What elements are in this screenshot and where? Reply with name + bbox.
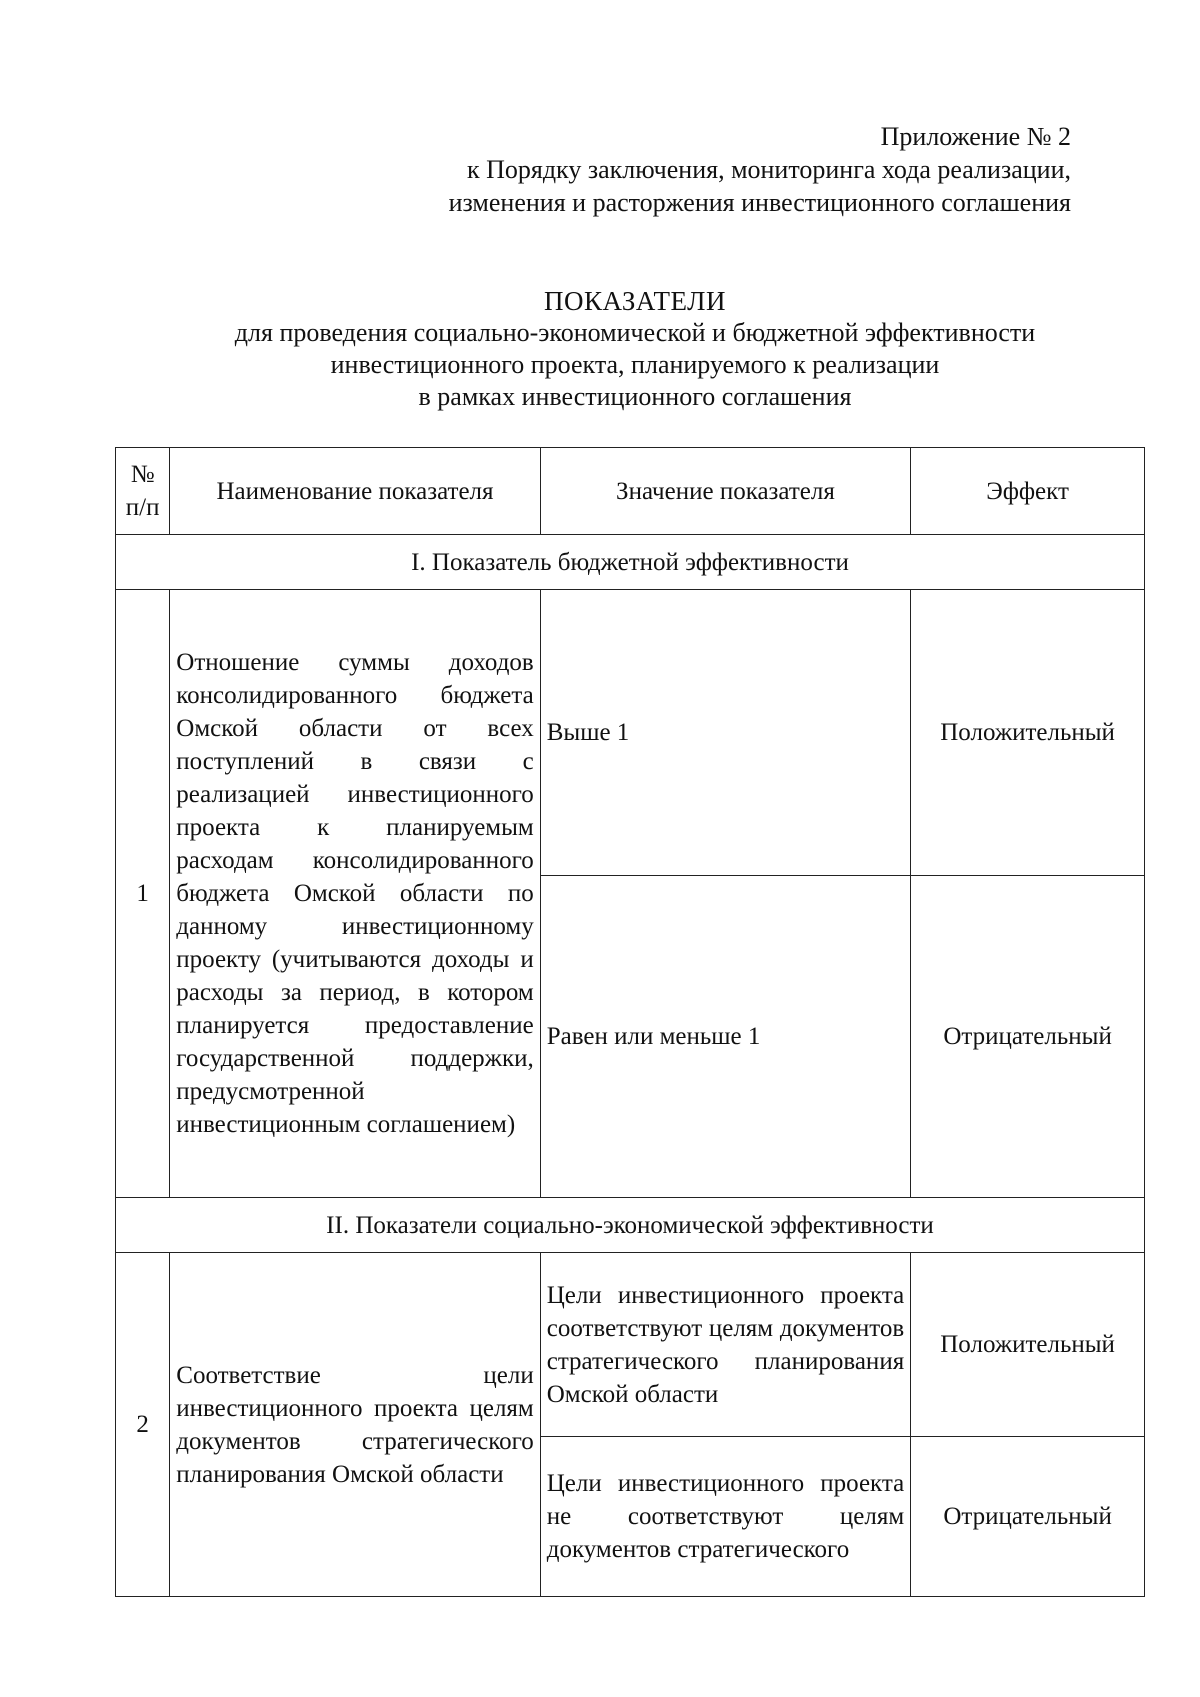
appendix-reference [311,120,1071,219]
indicators-table [115,447,1145,1597]
header-number: № п/п [116,448,170,535]
table-row [116,1253,1145,1437]
indicator-value: Цели инвестиционного проекта не соответствуют целям документов стратегического [540,1437,910,1597]
indicator-effect: Положительный [911,590,1145,876]
section-title-budget: I. Показатель бюджетной эффективности [116,535,1145,590]
row-number: 1 [116,590,170,1198]
header-name: Наименование показателя [170,448,540,535]
section-title-socioeconomic: II. Показатели социально-экономической эффективности [116,1198,1145,1253]
appendix-line-3: изменения и расторжения инвестиционного соглашения [448,188,1071,217]
indicator-name: Соответствие цели инвестиционного проекта целям документов стратегического планирования Омской области [170,1253,540,1597]
indicator-value: Равен или меньше 1 [540,876,910,1198]
indicator-value: Выше 1 [540,590,910,876]
section-row-socioeconomic [116,1198,1145,1253]
indicator-effect: Отрицательный [911,1437,1145,1597]
table-header-row [116,448,1145,535]
indicator-value: Цели инвестиционного проекта соответствуют целям документов стратегического планирования Омской области [540,1253,910,1437]
header-effect: Эффект [911,448,1145,535]
document-heading [140,285,1130,413]
indicator-effect: Положительный [911,1253,1145,1437]
section-row-budget [116,535,1145,590]
document-subtitle-line-3: в рамках инвестиционного соглашения [418,382,852,411]
header-value: Значение показателя [540,448,910,535]
indicator-name: Отношение суммы доходов консолидированного бюджета Омской области от всех поступлений в связи с реализацией инвестиционного проекта к планируемым расходам консолидированного бюджета Омской области по данному инвестиционному проекту (учитываются доходы и расходы за период, в котором планируется предоставление государственной поддержки, предусмотренной инвестиционным соглашением) [170,590,540,1198]
indicator-effect: Отрицательный [911,876,1145,1198]
row-number: 2 [116,1253,170,1597]
appendix-number: Приложение № 2 [880,122,1071,151]
document-title: ПОКАЗАТЕЛИ [544,286,726,316]
document-subtitle-line-2: инвестиционного проекта, планируемого к реализации [330,350,940,379]
appendix-line-2: к Порядку заключения, мониторинга хода реализации, [466,155,1071,184]
table-row [116,590,1145,876]
document-subtitle-line-1: для проведения социально-экономической и бюджетной эффективности [234,318,1036,347]
